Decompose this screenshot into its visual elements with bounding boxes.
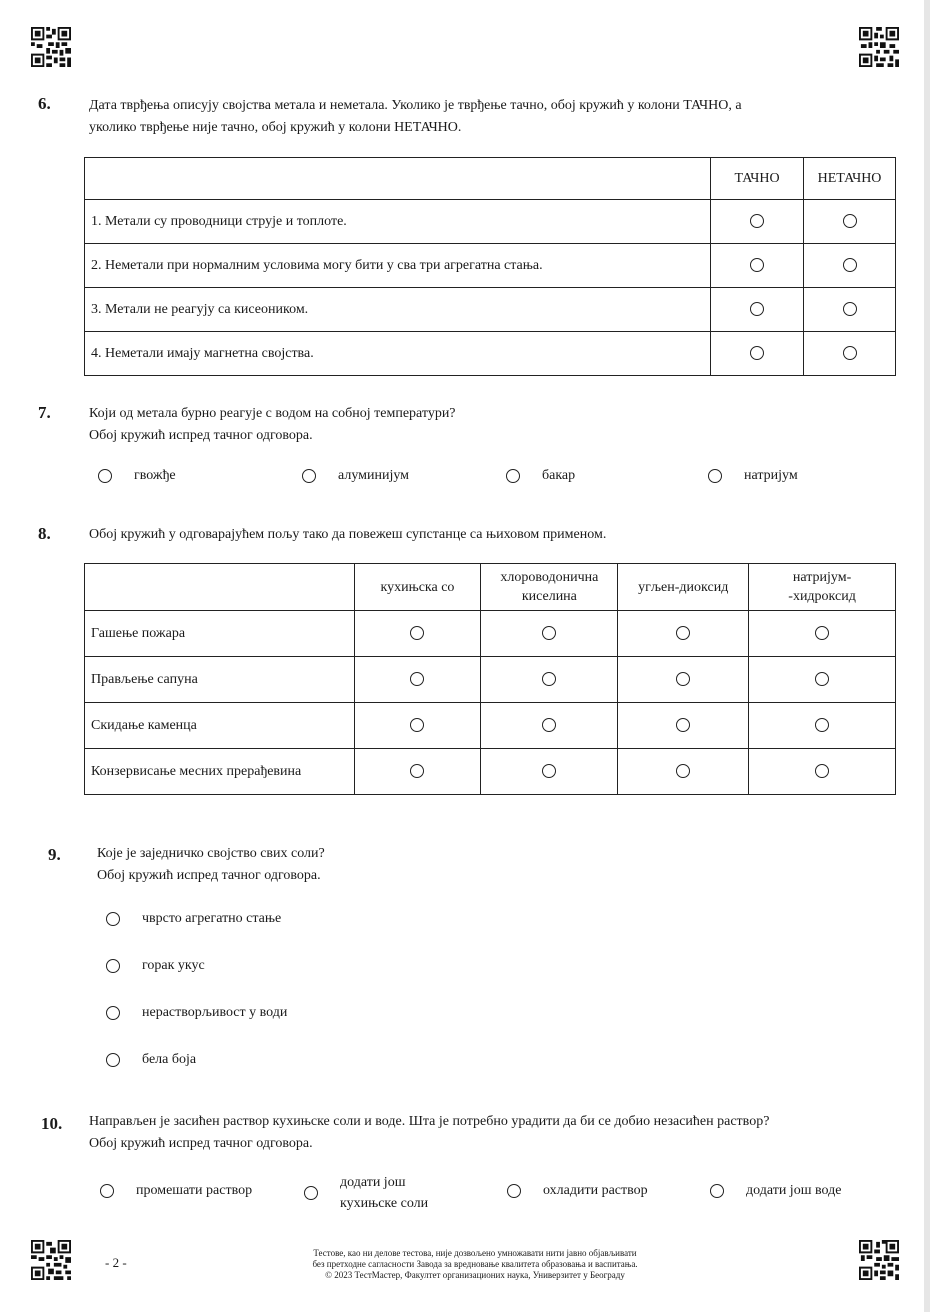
answer-option[interactable] (708, 468, 798, 484)
qr-code-icon (859, 27, 899, 67)
answer-radio[interactable] (106, 1006, 120, 1020)
answer-radio[interactable] (106, 1053, 120, 1067)
table-row (85, 657, 896, 703)
true-false-table (84, 157, 896, 376)
answer-radio[interactable] (302, 469, 316, 483)
column-header-line: киселина (521, 589, 577, 604)
question-prompt (89, 403, 456, 447)
option-label: бакар (542, 468, 576, 483)
copyright-line: © 2023 ТестМастер, Факултет организационих наука, Универзитет у Београду (325, 1270, 625, 1280)
column-header: НЕТАЧНО (804, 158, 896, 200)
answer-radio[interactable] (410, 718, 424, 732)
question-prompt-line: уколико тврђење није тачно, обој кружић у колони НЕТАЧНО. (89, 120, 462, 135)
answer-radio[interactable] (750, 346, 764, 360)
answer-option[interactable] (106, 911, 281, 927)
answer-radio[interactable] (106, 912, 120, 926)
answer-radio[interactable] (708, 469, 722, 483)
question-prompt-line: Обој кружић испред тачног одговора. (97, 868, 321, 883)
question-prompt-line: Дата тврђења описују својства метала и неметала. Уколико је тврђење тачно, обој кружић у колони ТАЧНО, а (89, 98, 742, 113)
option-label (340, 1172, 428, 1214)
table-row (85, 749, 896, 795)
answer-option[interactable] (106, 1052, 196, 1068)
answer-radio[interactable] (507, 1184, 521, 1198)
table-header-row (85, 564, 896, 611)
copyright-line: без претходне сагласности Завода за вредновање квалитета образовања и васпитања. (312, 1259, 638, 1269)
row-label: Скидање каменца (85, 703, 355, 749)
answer-radio[interactable] (843, 346, 857, 360)
column-header-line: кухињска со (380, 579, 455, 595)
column-header (481, 564, 618, 611)
table-header-row (85, 158, 896, 200)
question-prompt: Обој кружић у одговарајућем пољу тако да повежеш супстанце са њиховом применом. (89, 527, 607, 542)
answer-radio[interactable] (815, 672, 829, 686)
question-number: 6. (38, 94, 51, 113)
answer-radio[interactable] (506, 469, 520, 483)
answer-option[interactable] (507, 1183, 648, 1199)
page-edge (924, 0, 930, 1312)
page-number: - 2 - (105, 1255, 127, 1270)
question-prompt-line: Направљен је засићен раствор кухињске соли и воде. Шта је потребно урадити да би се добио незасићен раствор? (89, 1114, 770, 1129)
question-prompt-line: Обој кружић испред тачног одговора. (89, 1136, 313, 1151)
header-cell (85, 564, 355, 611)
column-header-line: -хидроксид (788, 589, 856, 604)
answer-radio[interactable] (750, 214, 764, 228)
question-number: 7. (38, 403, 51, 422)
statement-cell: 3. Метали не реагују са кисеоником. (85, 288, 711, 332)
question-number: 8. (38, 524, 51, 543)
header-cell (85, 158, 711, 200)
answer-radio[interactable] (815, 626, 829, 640)
answer-option[interactable] (106, 1005, 287, 1021)
answer-option[interactable] (302, 468, 409, 484)
option-label-line: кухињске соли (340, 1196, 429, 1211)
question-prompt-line: Који од метала бурно реагује с водом на собној температури? (89, 406, 456, 421)
question-number: 9. (48, 845, 61, 864)
question-prompt (89, 95, 742, 139)
answer-radio[interactable] (750, 258, 764, 272)
answer-radio[interactable] (106, 959, 120, 973)
answer-radio[interactable] (676, 626, 690, 640)
option-label: гвожђе (134, 468, 176, 483)
copyright-line: Тестове, као ни делове тестова, није дозвољено умножавати нити јавно објављивати (313, 1248, 637, 1258)
option-label: бела боја (142, 1052, 197, 1067)
answer-radio[interactable] (750, 302, 764, 316)
question-prompt (97, 843, 325, 887)
option-label: горак укус (142, 958, 205, 973)
column-header-line: натријум- (792, 570, 852, 585)
answer-radio[interactable] (410, 764, 424, 778)
option-label: чврсто агрегатно стање (142, 911, 282, 926)
qr-code-icon (31, 1240, 71, 1280)
question-prompt-line: Обој кружић испред тачног одговора. (89, 428, 313, 443)
question-prompt (89, 1111, 769, 1155)
table-row (85, 244, 896, 288)
statement-cell: 1. Метали су проводници струје и топлоте. (85, 200, 711, 244)
answer-option[interactable] (304, 1172, 428, 1214)
column-header-line: угљен-диоксид (638, 579, 729, 595)
qr-code-icon (31, 27, 71, 67)
answer-radio[interactable] (410, 672, 424, 686)
question-number: 10. (41, 1114, 63, 1133)
column-header-line: хлороводонична (500, 570, 599, 585)
table-row (85, 288, 896, 332)
answer-radio[interactable] (304, 1186, 318, 1200)
table-row (85, 703, 896, 749)
column-header: ТАЧНО (711, 158, 804, 200)
answer-radio[interactable] (542, 718, 556, 732)
row-label: Прављење сапуна (85, 657, 355, 703)
option-label: натријум (744, 468, 798, 483)
option-label: алуминијум (338, 468, 410, 483)
qr-code-icon (859, 1240, 899, 1280)
answer-radio[interactable] (815, 764, 829, 778)
answer-option[interactable] (98, 468, 176, 484)
answer-radio[interactable] (542, 672, 556, 686)
answer-radio[interactable] (843, 258, 857, 272)
answer-radio[interactable] (676, 764, 690, 778)
option-label: охладити раствор (543, 1183, 648, 1198)
answer-radio[interactable] (542, 626, 556, 640)
option-label-line: додати још (340, 1175, 406, 1190)
statement-cell: 2. Неметали при нормалним условима могу бити у сва три агрегатна стања. (85, 244, 711, 288)
answer-option[interactable] (106, 958, 205, 974)
table-row (85, 200, 896, 244)
answer-radio[interactable] (843, 214, 857, 228)
answer-radio[interactable] (100, 1184, 114, 1198)
answer-radio[interactable] (676, 718, 690, 732)
option-label: нерастворљивост у води (142, 1005, 288, 1020)
answer-option[interactable] (100, 1183, 252, 1199)
matching-table (84, 563, 896, 795)
column-header (618, 564, 749, 611)
row-label: Конзервисање месних прерађевина (85, 749, 355, 795)
option-label: додати још воде (746, 1183, 842, 1198)
table-row (85, 332, 896, 376)
copyright-notice (230, 1248, 720, 1281)
answer-radio[interactable] (676, 672, 690, 686)
table-row (85, 611, 896, 657)
answer-radio[interactable] (542, 764, 556, 778)
answer-option[interactable] (710, 1183, 841, 1199)
answer-radio[interactable] (710, 1184, 724, 1198)
answer-radio[interactable] (98, 469, 112, 483)
question-prompt-line: Које је заједничко својство свих соли? (97, 846, 325, 861)
column-header (749, 564, 896, 611)
answer-option[interactable] (506, 468, 575, 484)
option-label: промешати раствор (136, 1183, 253, 1198)
column-header (354, 564, 481, 611)
answer-radio[interactable] (843, 302, 857, 316)
row-label: Гашење пожара (85, 611, 355, 657)
statement-cell: 4. Неметали имају магнетна својства. (85, 332, 711, 376)
answer-radio[interactable] (815, 718, 829, 732)
answer-radio[interactable] (410, 626, 424, 640)
